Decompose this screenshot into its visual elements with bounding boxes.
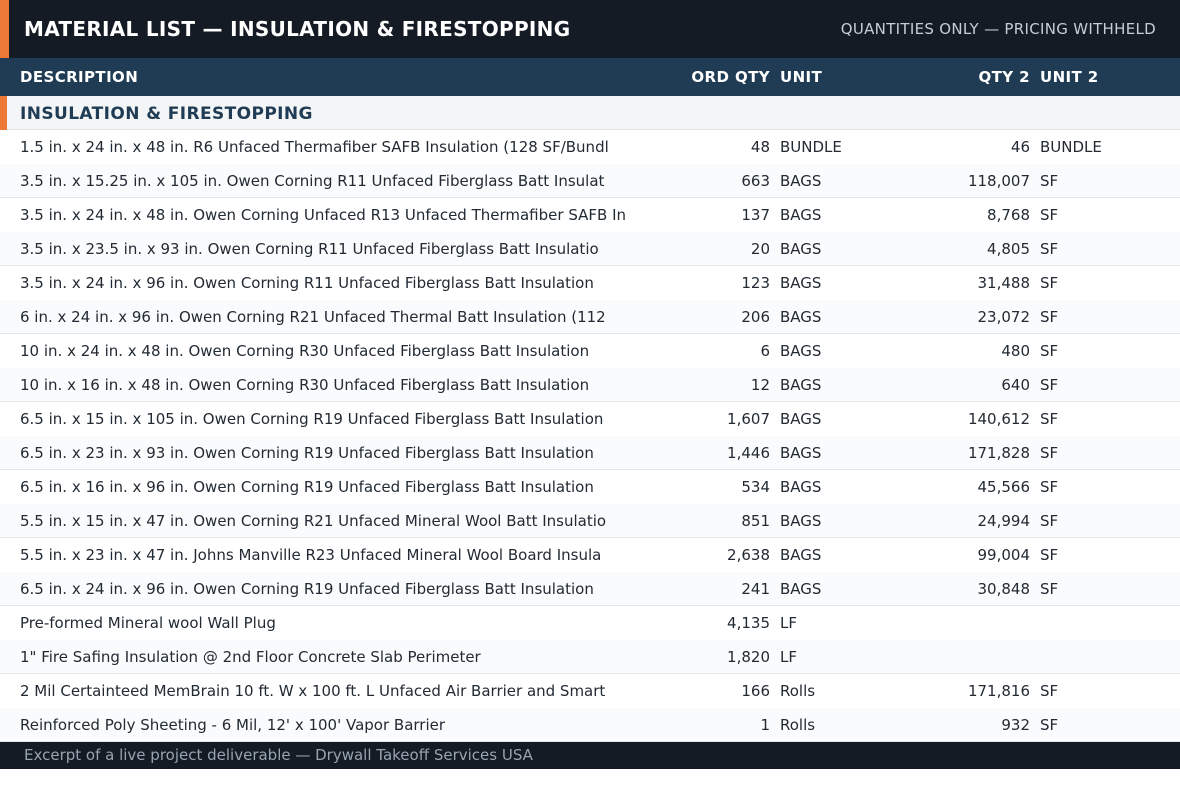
column-header-unit: UNIT [780,68,823,86]
cell-qty2: 8,768 [987,206,1030,224]
cell-ord-qty: 206 [741,308,770,326]
cell-qty2: 31,488 [977,274,1030,292]
material-table-body [0,130,1180,742]
cell-unit2: SF [1040,172,1059,190]
cell-description: 2 Mil Certainteed MemBrain 10 ft. W x 100 ft. L Unfaced Air Barrier and Smart [20,682,606,700]
cell-unit2: SF [1040,546,1059,564]
cell-ord-qty: 6 [760,342,770,360]
cell-unit: BAGS [780,444,822,462]
table-row [0,334,1180,368]
table-row [0,232,1180,266]
table-row [0,538,1180,572]
cell-ord-qty: 851 [741,512,770,530]
column-header-unit2: UNIT 2 [1040,68,1099,86]
cell-ord-qty: 534 [741,478,770,496]
cell-unit2: BUNDLE [1040,138,1102,156]
cell-qty2: 932 [1001,716,1030,734]
cell-qty2: 171,816 [967,682,1030,700]
footer-bar [0,742,1180,769]
cell-qty2: 23,072 [977,308,1030,326]
cell-description: Pre-formed Mineral wool Wall Plug [20,614,276,632]
cell-qty2: 30,848 [977,580,1030,598]
cell-description: 10 in. x 16 in. x 48 in. Owen Corning R30 Unfaced Fiberglass Batt Insulation [20,376,590,394]
column-header-row [0,58,1180,96]
table-row [0,504,1180,538]
table-row [0,130,1180,164]
table-row [0,640,1180,674]
cell-unit: BAGS [780,478,822,496]
cell-unit: LF [780,614,797,632]
table-row [0,300,1180,334]
cell-qty2: 99,004 [977,546,1030,564]
table-row [0,368,1180,402]
table-row [0,470,1180,504]
cell-unit: BAGS [780,240,822,258]
cell-description: 1.5 in. x 24 in. x 48 in. R6 Unfaced Thermafiber SAFB Insulation (128 SF/Bundl [20,138,609,156]
cell-ord-qty: 2,638 [727,546,770,564]
cell-unit: BAGS [780,342,822,360]
cell-description: 6.5 in. x 16 in. x 96 in. Owen Corning R19 Unfaced Fiberglass Batt Insulation [20,478,594,496]
cell-ord-qty: 663 [741,172,770,190]
cell-description: 6.5 in. x 15 in. x 105 in. Owen Corning R19 Unfaced Fiberglass Batt Insulation [20,410,604,428]
cell-unit2: SF [1040,410,1059,428]
table-row [0,164,1180,198]
cell-ord-qty: 137 [741,206,770,224]
cell-ord-qty: 166 [741,682,770,700]
cell-description: 6.5 in. x 24 in. x 96 in. Owen Corning R19 Unfaced Fiberglass Batt Insulation [20,580,594,598]
cell-unit2: SF [1040,682,1059,700]
cell-unit2: SF [1040,478,1059,496]
cell-unit2: SF [1040,240,1059,258]
section-label: INSULATION & FIRESTOPPING [20,104,313,124]
cell-qty2: 4,805 [987,240,1030,258]
cell-unit: LF [780,648,797,666]
cell-ord-qty: 1,820 [727,648,770,666]
cell-unit2: SF [1040,512,1059,530]
cell-unit2: SF [1040,716,1059,734]
cell-qty2: 24,994 [977,512,1030,530]
cell-ord-qty: 1,446 [727,444,770,462]
cell-unit: BAGS [780,580,822,598]
cell-description: 6.5 in. x 23 in. x 93 in. Owen Corning R19 Unfaced Fiberglass Batt Insulation [20,444,594,462]
cell-ord-qty: 4,135 [727,614,770,632]
cell-description: Reinforced Poly Sheeting - 6 Mil, 12' x 100' Vapor Barrier [20,716,446,734]
cell-ord-qty: 1,607 [727,410,770,428]
section-accent-stripe [0,96,7,130]
cell-unit: BAGS [780,172,822,190]
cell-unit: BAGS [780,308,822,326]
column-header-description: DESCRIPTION [20,68,139,86]
cell-unit2: SF [1040,308,1059,326]
cell-unit: BAGS [780,274,822,292]
cell-unit: BAGS [780,512,822,530]
table-row [0,266,1180,300]
cell-qty2: 171,828 [967,444,1030,462]
cell-description: 3.5 in. x 24 in. x 96 in. Owen Corning R11 Unfaced Fiberglass Batt Insulation [20,274,594,292]
cell-unit: BUNDLE [780,138,842,156]
pricing-note: QUANTITIES ONLY — PRICING WITHHELD [840,20,1156,38]
cell-unit: Rolls [780,682,816,700]
cell-description: 3.5 in. x 23.5 in. x 93 in. Owen Corning R11 Unfaced Fiberglass Batt Insulatio [20,240,599,258]
section-header [0,96,1180,130]
cell-ord-qty: 12 [750,376,770,394]
cell-ord-qty: 20 [750,240,770,258]
cell-qty2: 118,007 [967,172,1030,190]
page-title: MATERIAL LIST — INSULATION & FIRESTOPPING [24,17,571,41]
cell-unit: Rolls [780,716,816,734]
title-accent-stripe [0,0,9,58]
cell-description: 10 in. x 24 in. x 48 in. Owen Corning R30 Unfaced Fiberglass Batt Insulation [20,342,590,360]
cell-qty2: 45,566 [977,478,1030,496]
cell-unit2: SF [1040,342,1059,360]
cell-ord-qty: 123 [741,274,770,292]
cell-unit2: SF [1040,206,1059,224]
table-row [0,572,1180,606]
cell-qty2: 480 [1001,342,1030,360]
cell-ord-qty: 241 [741,580,770,598]
column-header-qty2: QTY 2 [978,68,1030,86]
cell-description: 3.5 in. x 15.25 in. x 105 in. Owen Corning R11 Unfaced Fiberglass Batt Insulat [20,172,605,190]
table-row [0,606,1180,640]
cell-unit2: SF [1040,580,1059,598]
cell-description: 5.5 in. x 23 in. x 47 in. Johns Manville R23 Unfaced Mineral Wool Board Insula [20,546,602,564]
cell-unit: BAGS [780,206,822,224]
cell-ord-qty: 48 [750,138,770,156]
cell-unit2: SF [1040,444,1059,462]
cell-unit2: SF [1040,274,1059,292]
cell-unit: BAGS [780,410,822,428]
footer-text: Excerpt of a live project deliverable — Drywall Takeoff Services USA [24,746,533,764]
cell-description: 6 in. x 24 in. x 96 in. Owen Corning R21 Unfaced Thermal Batt Insulation (112 [20,308,606,326]
cell-unit: BAGS [780,546,822,564]
table-row [0,198,1180,232]
cell-qty2: 640 [1001,376,1030,394]
cell-unit: BAGS [780,376,822,394]
column-header-ord-qty: ORD QTY [691,68,770,86]
cell-unit2: SF [1040,376,1059,394]
title-bar [0,0,1180,58]
cell-ord-qty: 1 [760,716,770,734]
cell-description: 1" Fire Safing Insulation @ 2nd Floor Concrete Slab Perimeter [20,648,481,666]
cell-qty2: 140,612 [967,410,1030,428]
cell-description: 3.5 in. x 24 in. x 48 in. Owen Corning Unfaced R13 Unfaced Thermafiber SAFB In [20,206,626,224]
table-row [0,436,1180,470]
table-row [0,402,1180,436]
table-row [0,708,1180,742]
cell-qty2: 46 [1010,138,1030,156]
cell-description: 5.5 in. x 15 in. x 47 in. Owen Corning R21 Unfaced Mineral Wool Batt Insulatio [20,512,607,530]
table-row [0,674,1180,708]
